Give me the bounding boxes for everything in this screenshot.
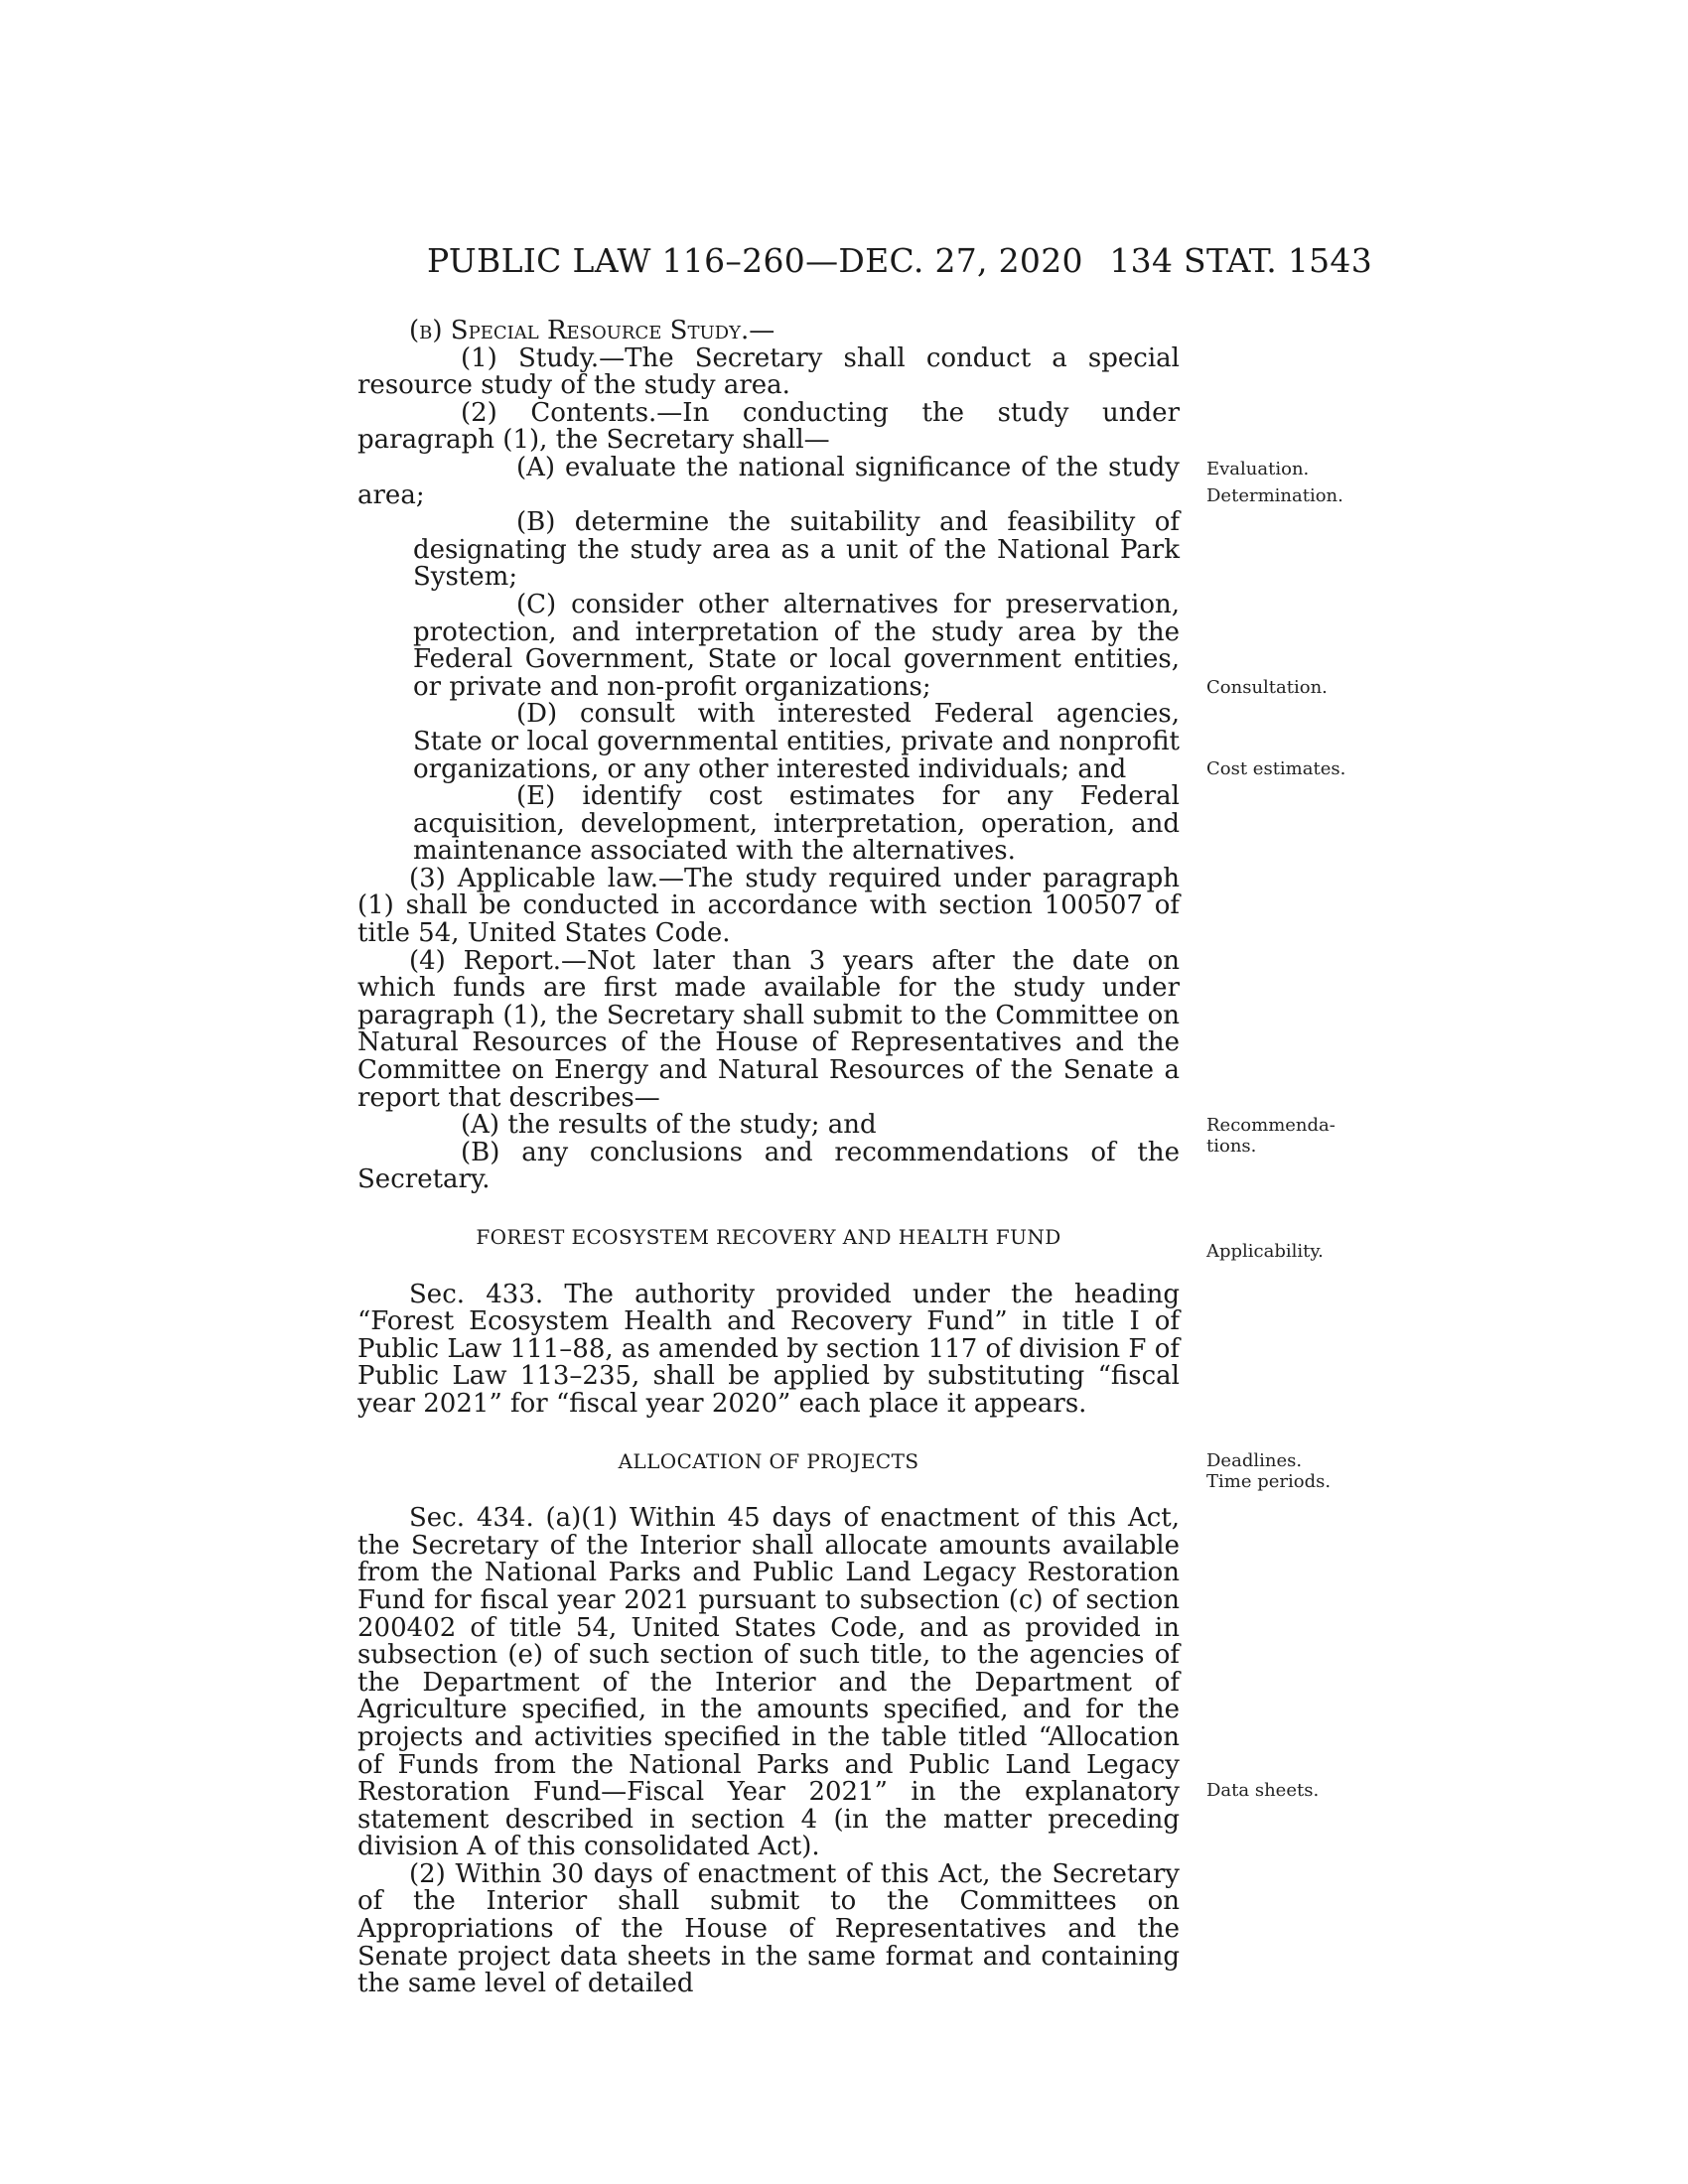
margin-note-evaluation: Evaluation. xyxy=(1206,459,1310,479)
paragraph-1-study: (1) Study.—The Secretary shall conduct a special resource study of the study area. xyxy=(357,342,1180,401)
margin-note-deadlines: Deadlines. Time periods. xyxy=(1206,1450,1332,1492)
report-item-a: (A) the results of the study; and xyxy=(461,1110,877,1141)
clause-b-determine: (B) determine the suitability and feasibility of designating the study area as a unit of the National Park System; xyxy=(413,507,1180,593)
margin-note-determination: Determination. xyxy=(1206,485,1343,506)
main-text-column xyxy=(357,318,1180,1998)
section-434-a-1-text: Sec. 434. (a)(1) Within 45 days of enactment of this Act, the Secretary of the Interior shall allocate amounts available from the National Parks and Public Land Legacy Restoration Fund for fiscal year 2021 pursuant to subsection (c) of section 200402 of title 54, United States Code, and as provided in subsection (e) of such section of such title, to the agencies of the Department of the Interior and the Department of Agriculture specified, in the amounts specified, and for the projects and activities specified in the table titled “Allocation of Funds from the National Parks and Public Land Legacy Restoration Fund—Fiscal Year 2021” in the explanatory statement described in section 4 (in the matter preceding division A of this consolidated Act). xyxy=(357,1503,1180,1862)
clause-a-evaluate: (A) evaluate the national significance of the study area; xyxy=(357,452,1180,510)
section-433-text: Sec. 433. The authority provided under the heading “Forest Ecosystem Health and Recovery Fund” in title I of Public Law 111–88, as amended by section 117 of division F of Public Law 113–235, shall be applied by substituting “fiscal year 2021” for “fiscal year 2020” each place it appears. xyxy=(357,1279,1180,1419)
section-heading-allocation: ALLOCATION OF PROJECTS xyxy=(618,1448,919,1473)
margin-note-data-sheets: Data sheets. xyxy=(1206,1780,1320,1801)
paragraph-4-report: (4) Report.—Not later than 3 years after the date on which funds are first made available for the study under paragraph (1), the Secretary shall submit to the Committee on Natural Resources of the House of Representatives and the Committee on Energy and Natural Resources of the Senate a report that describes— xyxy=(357,945,1180,1113)
paragraph-2-contents: (2) Contents.—In conducting the study under paragraph (1), the Secretary shall— xyxy=(357,397,1180,456)
running-header-left: PUBLIC LAW 116–260—DEC. 27, 2020 xyxy=(427,241,1083,280)
section-heading-forest-fund: FOREST ECOSYSTEM RECOVERY AND HEALTH FUND xyxy=(476,1225,1061,1249)
subsection-b-heading: (b) Special Resource Study.— xyxy=(409,316,775,345)
margin-note-consultation: Consultation. xyxy=(1206,677,1328,698)
clause-d-consult: (D) consult with interested Federal agencies, State or local governmental entities, private and nonprofit organizations, or any other interested individuals; and xyxy=(413,699,1180,784)
margin-note-applicability: Applicability. xyxy=(1206,1241,1324,1262)
report-item-b: (B) any conclusions and recommendations of the Secretary. xyxy=(357,1137,1180,1195)
margin-note-recommendations: Recommenda- tions. xyxy=(1206,1115,1336,1157)
clause-c-consider: (C) consider other alternatives for preservation, protection, and interpretation of the study area by the Federal Government, State or local government entities, or private and non-profit organizations; xyxy=(413,589,1180,702)
margin-note-cost-estimates: Cost estimates. xyxy=(1206,758,1346,779)
section-434-a-2-text: (2) Within 30 days of enactment of this Act, the Secretary of the Interior shall submit to the Committees on Appropriations of the House of Representatives and the Senate project data sheets in the same format and containing the same level of detailed xyxy=(357,1858,1180,1999)
paragraph-3-applicable-law: (3) Applicable law.—The study required under paragraph (1) shall be conducted in accordance with section 100507 of title 54, United States Code. xyxy=(357,863,1180,949)
running-header-page-number: 134 STAT. 1543 xyxy=(1109,241,1372,280)
clause-e-identify: (E) identify cost estimates for any Federal acquisition, development, interpretation, operation, and maintenance associated with the alternatives. xyxy=(413,781,1180,867)
